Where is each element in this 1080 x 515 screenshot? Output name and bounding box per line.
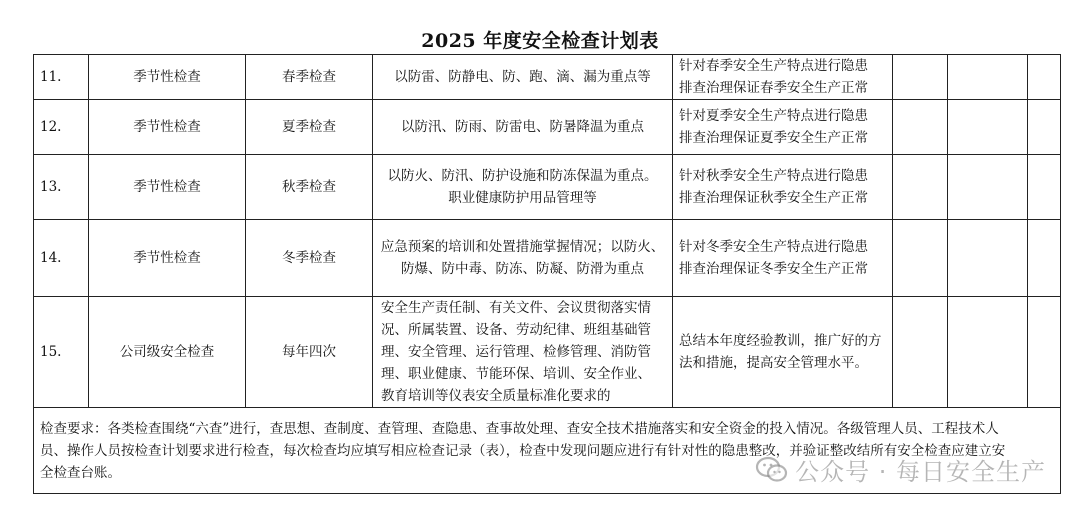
empty-cell xyxy=(948,155,1028,220)
check-type: 夏季检查 xyxy=(246,100,373,155)
safety-inspection-plan-table xyxy=(33,54,1061,494)
empty-cell xyxy=(893,155,948,220)
check-purpose xyxy=(673,220,893,297)
inspection-requirements xyxy=(34,408,1061,494)
requirements-line: 全检查台账。 xyxy=(40,464,121,481)
empty-cell xyxy=(1028,297,1061,408)
check-content xyxy=(373,297,673,408)
check-category: 季节性检查 xyxy=(89,220,246,297)
empty-cell xyxy=(948,100,1028,155)
row-number: 12. xyxy=(34,100,89,155)
table-row xyxy=(34,408,1061,494)
empty-cell xyxy=(948,55,1028,100)
empty-cell xyxy=(948,220,1028,297)
check-category: 季节性检查 xyxy=(89,100,246,155)
check-type: 春季检查 xyxy=(246,55,373,100)
row-number: 11. xyxy=(34,55,89,100)
check-type: 秋季检查 xyxy=(246,155,373,220)
row-number: 13. xyxy=(34,155,89,220)
empty-cell xyxy=(1028,100,1061,155)
check-type: 冬季检查 xyxy=(246,220,373,297)
check-content xyxy=(373,155,673,220)
requirements-line: 检查要求：各类检查围绕“六查”进行，查思想、查制度、查管理、查隐患、查事故处理、查安全技术措施落实和安全资金的投入情况。各级管理人员、工程技术人 xyxy=(40,420,999,437)
purpose-line: 法和措施，提高安全管理水平。 xyxy=(679,355,868,371)
table-row xyxy=(34,155,1061,220)
content-line: 防爆、防中毒、防冻、防凝、防滑为重点 xyxy=(401,261,644,277)
content-line: 教育培训等仪表安全质量标准化要求的 xyxy=(381,388,611,404)
check-type: 每年四次 xyxy=(246,297,373,408)
empty-cell xyxy=(948,297,1028,408)
table-row xyxy=(34,297,1061,408)
empty-cell xyxy=(893,55,948,100)
purpose-line: 排查治理保证夏季安全生产正常 xyxy=(679,130,868,146)
content-line: 应急预案的培训和处置措施掌握情况；以防火、 xyxy=(380,239,665,255)
requirements-line: 员、操作人员按检查计划要求进行检查，每次检查均应填写相应检查记录（表），检查中发现问题应进行有针对性的隐患整改，并验证整改结所有安全检查应建立安 xyxy=(40,442,1006,459)
table-row xyxy=(34,55,1061,100)
page-title: 2025 年度安全检查计划表 xyxy=(421,30,659,52)
row-number: 15. xyxy=(34,297,89,408)
content-line: 职业健康防护用品管理等 xyxy=(448,190,597,206)
purpose-line: 排查治理保证春季安全生产正常 xyxy=(679,80,868,96)
content-line: 安全生产责任制、有关文件、会议贯彻落实情 xyxy=(381,300,651,316)
content-line: 况、所属装置、设备、劳动纪律、班组基础管 xyxy=(381,322,651,338)
check-category: 季节性检查 xyxy=(89,155,246,220)
content-line: 以防火、防汛、防护设施和防冻保温为重点。 xyxy=(387,168,658,184)
purpose-line: 针对秋季安全生产特点进行隐患 xyxy=(679,168,868,184)
content-line: 理、职业健康、节能环保、培训、安全作业、 xyxy=(381,366,651,382)
check-content: 以防汛、防雨、防雷电、防暑降温为重点 xyxy=(373,100,673,155)
check-purpose xyxy=(673,100,893,155)
empty-cell xyxy=(893,220,948,297)
check-category: 季节性检查 xyxy=(89,55,246,100)
purpose-line: 针对春季安全生产特点进行隐患 xyxy=(679,58,868,74)
check-purpose xyxy=(673,155,893,220)
check-content: 以防雷、防静电、防、跑、滴、漏为重点等 xyxy=(373,55,673,100)
row-number: 14. xyxy=(34,220,89,297)
check-purpose xyxy=(673,55,893,100)
content-line: 理、安全管理、运行管理、检修管理、消防管 xyxy=(381,344,651,360)
purpose-line: 总结本年度经验教训，推广好的方 xyxy=(679,333,882,349)
purpose-line: 排查治理保证秋季安全生产正常 xyxy=(679,190,868,206)
check-purpose xyxy=(673,297,893,408)
empty-cell xyxy=(893,297,948,408)
purpose-line: 针对夏季安全生产特点进行隐患 xyxy=(679,108,868,124)
empty-cell xyxy=(893,100,948,155)
purpose-line: 排查治理保证冬季安全生产正常 xyxy=(679,261,868,277)
purpose-line: 针对冬季安全生产特点进行隐患 xyxy=(679,239,868,255)
empty-cell xyxy=(1028,55,1061,100)
table-row xyxy=(34,100,1061,155)
check-content xyxy=(373,220,673,297)
watermark-text: 公众号 · 每日安全生产 xyxy=(795,458,1046,486)
table-row xyxy=(34,220,1061,297)
check-category: 公司级安全检查 xyxy=(89,297,246,408)
empty-cell xyxy=(1028,220,1061,297)
empty-cell xyxy=(1028,155,1061,220)
